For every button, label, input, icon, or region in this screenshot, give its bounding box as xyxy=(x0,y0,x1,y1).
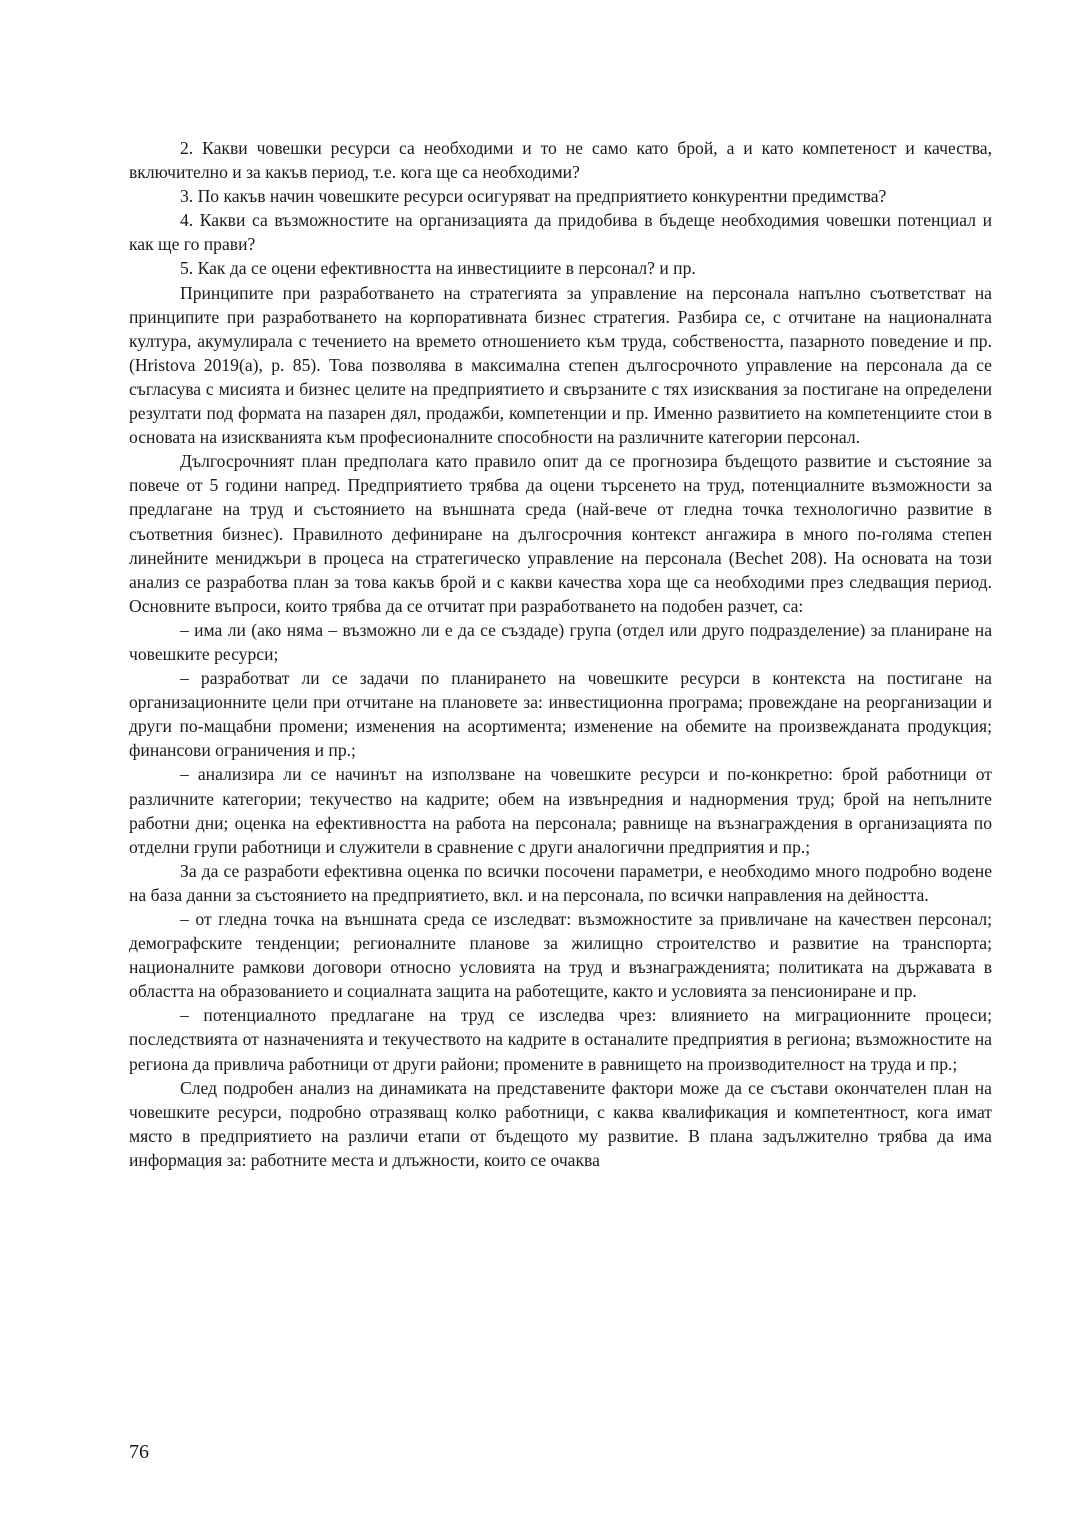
paragraph-resource-usage-analysis: – анализира ли се начинът на използване на човешките ресурси и по-конкретно: брой работници от различните категории; текучество на кадрите; обем на извънредния и наднормения труд; брой на непълните работни дни; оценка на ефективността на работа на персонала; равнище на възнаграждения в организацията по отделни групи работници и служители в сравнение с други аналогични предприятия и пр.; xyxy=(129,764,992,857)
paragraph-long-term-plan: Дългосрочният план предполага като правило опит да се прогнозира бъдещото развитие и състояние за повече от 5 години напред. Предприятието трябва да оцени търсенето на труд, потенциалните възможности за предлагане на труд и състоянието на външната среда (най-вече от гледна точка технологично развитие в съответния бизнес). Правилното дефиниране на дългосрочния контекст ангажира в много по-голяма степен линейните мениджъри в процеса на стратегическо управление на персонала (Bechet 208). На основата на този анализ се разработва план за това какъв брой и с какви качества хора ще са необходими през следващия период. Основните въпроси, които трябва да се отчитат при разработването на подобен разчет, са: xyxy=(129,451,992,616)
paragraph-strategy-principles: Принципите при разработването на стратегията за управление на персонала напълно съответстват на принципите при разработването на корпоративната бизнес стратегия. Разбира се, с отчитане на националната култура, акумулирала с течението на времето отношението към труда, собствеността, пазарното поведение и пр. (Hristova 2019(a), p. 85). Това позволява в максимална степен дългосрочното управление на персонала да се съгласува с мисията и бизнес целите на предприятието и свързаните с тях изисквания за постигане на определени резултати под формата на пазарен дял, продажби, компетенции и пр. Именно развитието на компетенциите стои в основата на изискванията към професионалните способности на различните категории персонал. xyxy=(129,282,992,448)
paragraph-question-4: 4. Какви са възможностите на организацията да придобива в бъдеще необходимия човешки потенциал и как ще го прави? xyxy=(129,210,992,255)
paragraph-hr-planning-group: – има ли (ако няма – възможно ли е да се създаде) група (отдел или друго подразделение) за планиране на човешките ресурси; xyxy=(129,619,992,664)
paragraph-labour-supply: – потенциалното предлагане на труд се изследва чрез: влиянието на миграционните процеси; последствията от назначенията и текучеството на кадрите в останалите предприятия в региона; възможностите на региона да привлича работници от други райони; промените в равнището на производителност на труда и пр.; xyxy=(129,1005,992,1074)
paragraph-database: За да се разработи ефективна оценка по всички посочени параметри, е необходимо много подробно водене на база данни за състоянието на предприятието, вкл. и на персонала, по всички направления на дейността. xyxy=(129,860,992,905)
page-number: 76 xyxy=(129,1441,149,1463)
body-text xyxy=(129,136,992,1172)
paragraph-planning-tasks: – разработват ли се задачи по планирането на човешките ресурси в контекста на постигане на организационните цели при отчитане на плановете за: инвестиционна програма; провеждане на реорганизации и други по-мащабни промени; изменения на асортимента; изменение на обемите на произвежданата продукция; финансови ограничения и пр.; xyxy=(129,668,992,761)
paragraph-question-3: 3. По какъв начин човешките ресурси осигуряват на предприятието конкурентни предимства? xyxy=(180,186,887,207)
paragraph-external-environment: – от гледна точка на външната среда се изследват: възможностите за привличане на качествен персонал; демографските тенденции; регионалните планове за жилищно строителство и развитие на транспорта; националните рамкови договори относно условията на труд и възнагражденията; политиката на държавата в областта на образованието и социалната защита на работещите, както и условията за пенсиониране и пр. xyxy=(129,909,992,1002)
paragraph-question-5: 5. Как да се оцени ефективността на инвестициите в персонал? и пр. xyxy=(180,258,696,279)
paragraph-final-plan: След подробен анализ на динамиката на представените фактори може да се състави окончателен план на човешките ресурси, подробно отразяващ колко работници, с каква квалификация и компетентност, кога имат място в предприятието на различи етапи от бъдещото му развитие. В плана задължително трябва да има информация за: работните места и длъжности, които се очаква xyxy=(129,1077,992,1170)
paragraph-question-2: 2. Какви човешки ресурси са необходими и то не само като брой, а и като компетеност и качества, включително и за какъв период, т.е. кога ще са необходими? xyxy=(129,138,992,183)
